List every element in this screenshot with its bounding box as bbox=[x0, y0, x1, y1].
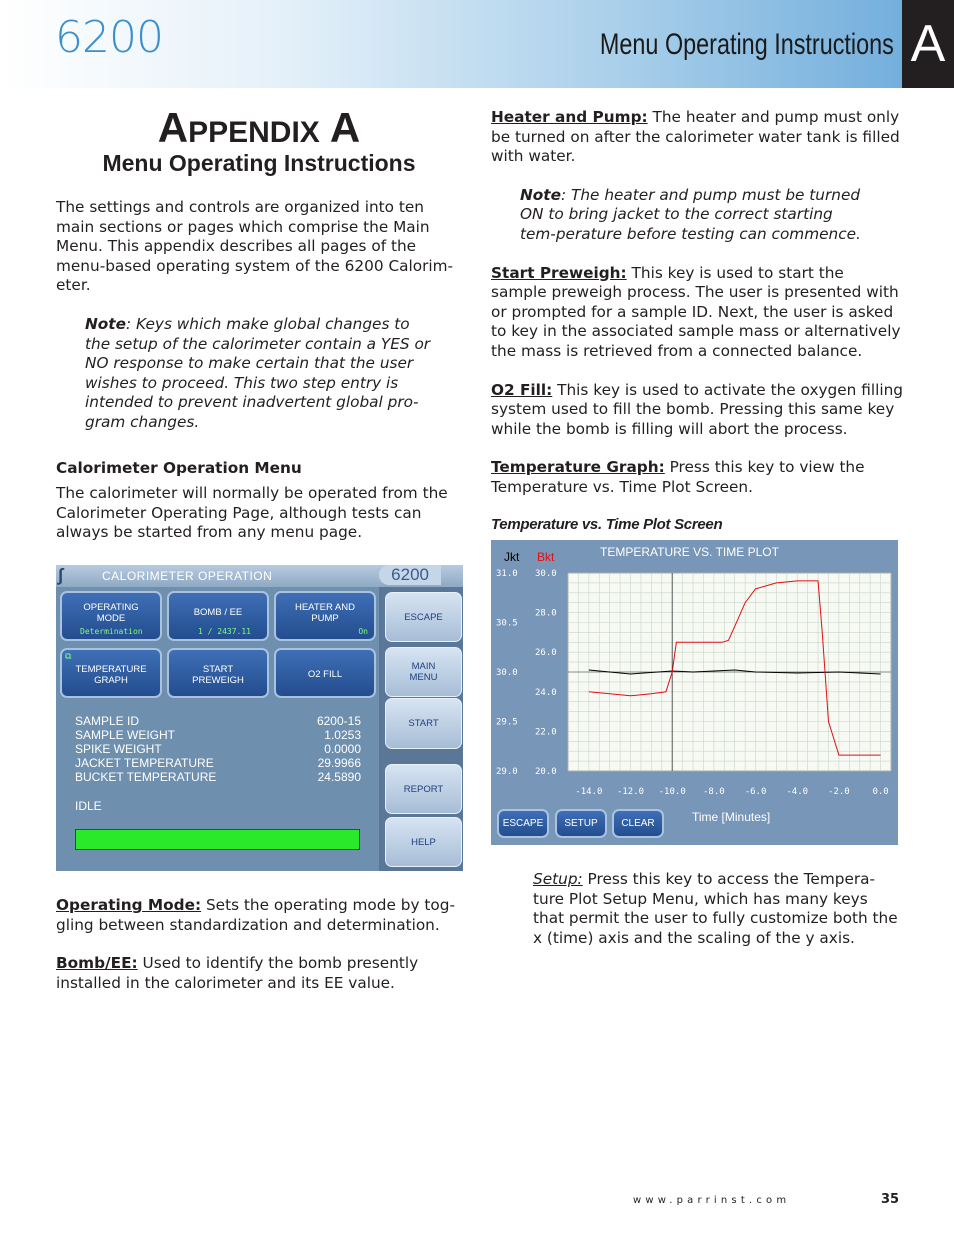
o2-fill-label: O2 Fill: bbox=[491, 380, 553, 399]
btn-label: MENU bbox=[409, 672, 438, 683]
title-letter: A bbox=[319, 104, 361, 151]
parr-logo-icon: ∫ bbox=[58, 565, 63, 585]
bomb-ee-desc bbox=[56, 954, 464, 993]
btn-label: HELP bbox=[411, 837, 436, 848]
note-text: : Keys which make global changes to the setup of the calorimeter contain a YES or NO response to make certain that the user wishes to proceed. This two step entry is intended to prevent inadvertent global pro-gram changes. bbox=[85, 314, 431, 431]
screen-title: CALORIMETER OPERATION bbox=[102, 569, 273, 583]
intro-paragraph: The settings and controls are organized into ten main sections or pages which comprise the Main Menu. This appendix describes all pages of the menu-based operating system of the 6200 Calorim-eter. bbox=[56, 198, 454, 295]
temperature-graph-text: Press this key to view the Temperature vs. Time Plot Screen. bbox=[491, 458, 865, 496]
operating-mode-button[interactable] bbox=[60, 591, 162, 641]
left-column bbox=[56, 198, 464, 562]
note-text: : The heater and pump must be turned ON to bring jacket to the correct starting tem-perature before testing can commence. bbox=[520, 185, 861, 243]
y-right-tick-label: 30.0 bbox=[535, 569, 557, 579]
start-preweigh-desc bbox=[491, 264, 903, 362]
y-left-tick-label: 31.0 bbox=[496, 569, 518, 579]
temperature-graph-label: Temperature Graph: bbox=[491, 458, 665, 477]
temperature-chart bbox=[491, 540, 898, 805]
heater-pump-desc bbox=[491, 108, 903, 167]
temperature-plot-screen bbox=[491, 540, 898, 845]
y-left-tick-label: 30.5 bbox=[496, 618, 518, 629]
plot-clear-button[interactable]: CLEAR bbox=[612, 809, 664, 838]
jkt-label: Jkt bbox=[504, 550, 520, 564]
start-button[interactable] bbox=[385, 698, 462, 749]
heater-note bbox=[491, 186, 903, 245]
figure-caption: Temperature vs. Time Plot Screen bbox=[491, 515, 723, 533]
btn-label: MODE bbox=[96, 613, 126, 624]
heater-pump-text: The heater and pump must only be turned on after the calorimeter water tank is filled with water. bbox=[491, 108, 900, 166]
start-preweigh-label: Start Preweigh: bbox=[491, 263, 627, 282]
info-key: SAMPLE WEIGHT bbox=[75, 728, 176, 742]
x-tick-label: -6.0 bbox=[744, 787, 767, 797]
y-left-tick-label: 29.0 bbox=[496, 767, 518, 777]
info-value: 1.0253 bbox=[324, 728, 361, 742]
operating-mode-desc bbox=[56, 896, 464, 935]
btn-label: HEATER AND bbox=[294, 602, 355, 613]
y-left-tick-label: 29.5 bbox=[496, 717, 518, 728]
title-initial: A bbox=[157, 104, 189, 151]
time-axis-label: Time [Minutes] bbox=[692, 810, 771, 824]
btn-label: GRAPH bbox=[94, 675, 128, 686]
y-right-tick-label: 22.0 bbox=[535, 727, 557, 738]
btn-label: PREWEIGH bbox=[192, 675, 244, 686]
btn-label: MAIN bbox=[411, 661, 436, 672]
setup-paragraph bbox=[533, 870, 903, 948]
x-tick-label: -2.0 bbox=[828, 787, 850, 797]
btn-label: ESCAPE bbox=[404, 612, 443, 623]
x-tick-label: 0.0 bbox=[872, 787, 889, 797]
info-key: BUCKET TEMPERATURE bbox=[75, 770, 217, 784]
o2-fill-button[interactable] bbox=[274, 648, 376, 698]
heater-pump-value: On bbox=[358, 627, 368, 636]
info-row bbox=[75, 728, 361, 742]
setup-label: Setup: bbox=[533, 870, 583, 888]
heater-pump-button[interactable] bbox=[274, 591, 376, 641]
x-tick-label: -4.0 bbox=[786, 787, 809, 797]
y-right-tick-label: 28.0 bbox=[535, 608, 557, 619]
graph-icon: ⧉ bbox=[65, 651, 72, 661]
info-value: 24.5890 bbox=[317, 770, 361, 784]
status-text: IDLE bbox=[75, 799, 102, 813]
escape-button[interactable] bbox=[385, 592, 462, 642]
report-button[interactable] bbox=[385, 764, 462, 814]
model-number: 6200 bbox=[55, 12, 163, 63]
setup-desc bbox=[533, 870, 903, 967]
y-right-tick-label: 24.0 bbox=[535, 687, 557, 698]
btn-label: O2 FILL bbox=[307, 669, 343, 680]
temperature-graph-button[interactable] bbox=[60, 648, 162, 698]
bomb-ee-text: Used to identify the bomb presently installed in the calorimeter and its EE value. bbox=[56, 954, 419, 992]
btn-label: OPERATING bbox=[83, 602, 139, 613]
temperature-graph-desc bbox=[491, 458, 903, 497]
appendix-tab: A bbox=[902, 0, 954, 88]
x-tick-label: -14.0 bbox=[575, 787, 603, 797]
btn-label: TEMPERATURE bbox=[75, 664, 147, 675]
plot-escape-button[interactable]: ESCAPE bbox=[497, 809, 549, 838]
y-left-tick-label: 30.0 bbox=[496, 668, 518, 678]
bkt-label: Bkt bbox=[537, 550, 555, 564]
y-right-tick-label: 20.0 bbox=[535, 767, 557, 777]
note-label: Note bbox=[85, 314, 126, 333]
header-section-title: Menu Operating Instructions bbox=[600, 28, 894, 61]
global-note bbox=[56, 315, 464, 433]
info-key: SPIKE WEIGHT bbox=[75, 742, 162, 756]
appendix-subtitle: Menu Operating Instructions bbox=[102, 150, 416, 176]
o2-fill-text: This key is used to activate the oxygen filling system used to fill the bomb. Pressing this same key while the bomb is filling will abort the process. bbox=[491, 380, 904, 438]
page-header bbox=[0, 0, 954, 88]
section-heading: Calorimeter Operation Menu bbox=[56, 458, 302, 477]
plot-setup-button[interactable]: SETUP bbox=[555, 809, 607, 838]
info-key: SAMPLE ID bbox=[75, 714, 140, 728]
page-number: 35 bbox=[881, 1192, 900, 1207]
operating-mode-value: Determination bbox=[80, 627, 143, 636]
section-paragraph: The calorimeter will normally be operated from the Calorimeter Operating Page, although tests can always be started from any menu page. bbox=[56, 484, 448, 542]
main-menu-button[interactable] bbox=[385, 647, 462, 697]
x-tick-label: -8.0 bbox=[703, 787, 725, 797]
footer-url: www.parrinst.com bbox=[633, 1195, 791, 1206]
btn-label: START bbox=[408, 718, 439, 729]
x-tick-label: -10.0 bbox=[658, 787, 686, 797]
screen-model: 6200 bbox=[379, 565, 441, 585]
operating-mode-label: Operating Mode: bbox=[56, 896, 202, 914]
info-value: 6200-15 bbox=[316, 714, 361, 728]
start-preweigh-button[interactable] bbox=[167, 648, 269, 698]
heater-pump-label: Heater and Pump: bbox=[491, 108, 648, 126]
info-row bbox=[75, 714, 361, 728]
note-label: Note bbox=[520, 185, 561, 204]
info-row bbox=[75, 742, 361, 756]
info-value: 29.9966 bbox=[317, 756, 361, 770]
operating-mode-text: Sets the operating mode by tog-gling between standardization and determination. bbox=[56, 896, 455, 934]
progress-bar bbox=[75, 829, 360, 850]
x-tick-label: -12.0 bbox=[616, 787, 645, 797]
info-row bbox=[75, 756, 361, 770]
start-preweigh-text: This key is used to start the sample preweigh process. The user is presented with or prompted for a sample ID. Next, the user is asked to key in the associated sample mass or alternatively the mass is retrieved from a connected balance. bbox=[491, 263, 901, 360]
info-key: JACKET TEMPERATURE bbox=[75, 756, 214, 770]
help-button[interactable] bbox=[385, 817, 462, 867]
btn-label: REPORT bbox=[403, 784, 444, 795]
btn-label: START bbox=[202, 664, 234, 675]
bomb-ee-button[interactable] bbox=[167, 591, 269, 641]
calorimeter-operation-screen bbox=[56, 565, 463, 871]
bomb-ee-value: 1 / 2437.11 bbox=[198, 627, 251, 636]
screen-title-bar bbox=[56, 565, 463, 587]
setup-text: Press this key to access the Tempera-ture Plot Setup Menu, which has many keys that permit the user to fully customize both the x (time) axis and the scaling of the y axis. bbox=[533, 870, 898, 947]
info-value: 0.0000 bbox=[324, 742, 361, 756]
btn-label: BOMB / EE bbox=[193, 607, 243, 618]
y-right-tick-label: 26.0 bbox=[535, 648, 557, 659]
bomb-ee-label: Bomb/EE: bbox=[56, 954, 138, 973]
right-column bbox=[491, 108, 903, 534]
o2-fill-desc bbox=[491, 381, 903, 440]
sample-info-list bbox=[75, 714, 361, 784]
btn-label: PUMP bbox=[311, 613, 339, 624]
title-rest: PPENDIX bbox=[188, 116, 320, 149]
info-row bbox=[75, 770, 361, 784]
plot-title: TEMPERATURE VS. TIME PLOT bbox=[600, 545, 779, 559]
left-column-lower bbox=[56, 896, 464, 1012]
